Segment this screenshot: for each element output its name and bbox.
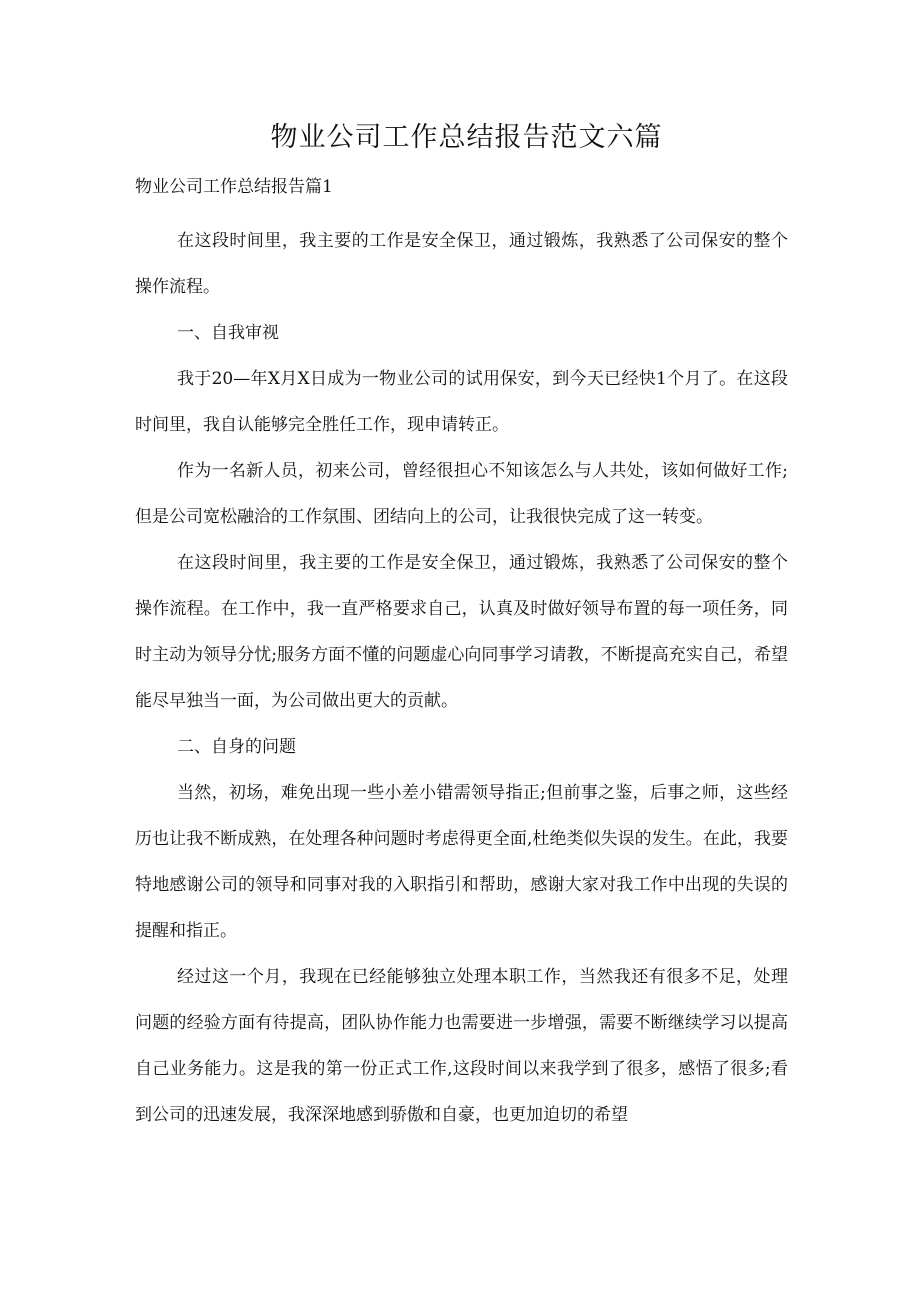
paragraph-duties: 在这段时间里，我主要的工作是安全保卫，通过锻炼，我熟悉了公司保安的整个操作流程。在工作中，我一直严格要求自己，认真及时做好领导布置的每一项任务，同时主动为领导分忧;服务方面不懂的问题虚心向同事学习请教，不断提高充实自己，希望能尽早独当一面，为公司做出更大的贡献。 <box>135 553 788 711</box>
paragraph-intro: 在这段时间里，我主要的工作是安全保卫，通过锻炼，我熟悉了公司保安的整个操作流程。 <box>135 231 788 297</box>
paragraph-mistakes: 当然，初场，难免出现一些小差小错需领导指正;但前事之鉴，后事之师，这些经历也让我不断成熟，在处理各种问题时考虑得更全面,杜绝类似失误的发生。在此，我要特地感谢公司的领导和同事对我的入职指引和帮助，感谢大家对我工作中出现的失误的提醒和指正。 <box>135 783 788 941</box>
paragraph-growth: 经过这一个月，我现在已经能够独立处理本职工作，当然我还有很多不足，处理问题的经验方面有待提高，团队协作能力也需要进一步增强，需要不断继续学习以提高自己业务能力。这是我的第一份正式工作,这段时间以来我学到了很多，感悟了很多;看到公司的迅速发展，我深深地感到骄傲和自豪，也更加迫切的希望 <box>135 967 788 1125</box>
heading-own-problems: 二、自身的问题 <box>177 737 296 757</box>
paragraph-newcomer: 作为一名新人员，初来公司，曾经很担心不知该怎么与人共处，该如何做好工作;但是公司宽松融洽的工作氛围、团结向上的公司，让我很快完成了这一转变。 <box>135 461 788 527</box>
heading-self-review: 一、自我审视 <box>177 323 279 343</box>
paragraph-probation: 我于20—年X月X日成为一物业公司的试用保安，到今天已经快1个月了。在这段时间里，我自认能够完全胜任工作，现申请转正。 <box>135 369 788 435</box>
section-title: 物业公司工作总结报告篇1 <box>135 177 333 197</box>
document-title: 物业公司工作总结报告范文六篇 <box>270 122 663 153</box>
